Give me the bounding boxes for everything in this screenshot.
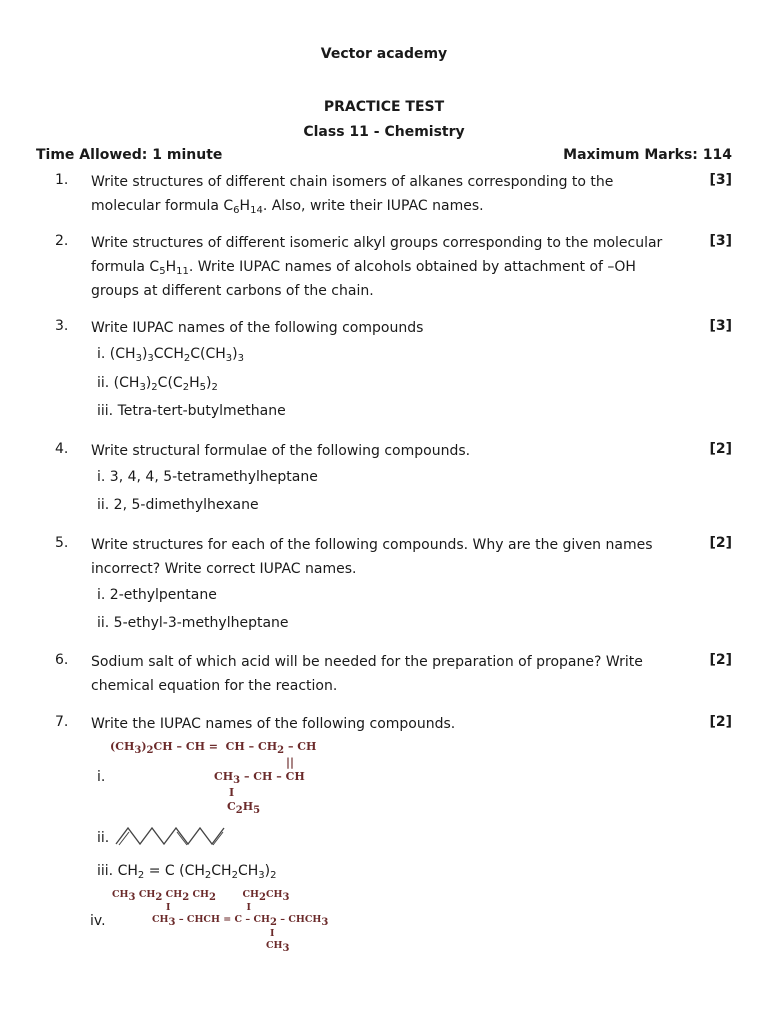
structure-image-i-bond: ||	[286, 756, 295, 769]
sub-item: ii. 5-ethyl-3-methylheptane	[97, 615, 289, 631]
academy-name: Vector academy	[320, 46, 448, 62]
question-number: 4.	[55, 441, 69, 457]
sub-item: iii. $CH_2 = C$ $(CH_2CH_2CH_3)_2$	[97, 863, 277, 881]
question-text-line: chemical equation for the reaction.	[91, 678, 338, 694]
question-text-line: Sodium salt of which acid will be needed for the preparation of propane? Write	[91, 654, 643, 670]
sub-item-label: i.	[97, 769, 106, 785]
time-allowed: Time Allowed: 1 minute	[36, 147, 223, 163]
structure-image-iv-row2: $CH_3$ – CHCH = C – $CH_2$ – $CHCH_3$	[152, 914, 329, 928]
question-text: Write structures of different isomeric alkyl groups corresponding to the molecular formula $C_5H_{11}$. Write IUPAC names of alcohols obtained by attachment of –OH groups at different carbons of the chain.	[91, 235, 663, 299]
structure-image-i-row2: $CH_3$ – CH – CH	[214, 770, 305, 786]
question-marks: [2]	[709, 714, 732, 730]
question-text	[91, 533, 691, 581]
question-number: 6.	[55, 652, 69, 668]
structure-image-i: $(CH_3)_2CH$ – CH = CH – $CH_2$ – CH	[110, 740, 317, 756]
sub-item: i. $(CH_3)_3CCH_2C(CH_3)_3$	[97, 346, 244, 364]
question-marks: [2]	[709, 652, 732, 668]
structure-image-iv-bonds: I I	[166, 902, 251, 913]
structure-image-iv-bond3: I	[270, 928, 275, 939]
question-number: 3.	[55, 318, 69, 334]
question-text-line: incorrect? Write correct IUPAC names.	[91, 561, 357, 577]
sub-item: ii. $(CH_3)_2C(C_2H_5)_2$	[97, 375, 218, 393]
question-text: Write IUPAC names of the following compounds	[91, 320, 424, 336]
sub-item: i. 2-ethylpentane	[97, 587, 217, 603]
question-number: 7.	[55, 714, 69, 730]
question-text: Write structural formulae of the following compounds.	[91, 443, 471, 459]
test-title: PRACTICE TEST	[323, 99, 445, 115]
question-marks: [3]	[709, 172, 732, 188]
question-number: 5.	[55, 535, 69, 551]
question-marks: [3]	[709, 233, 732, 249]
structure-image-iv-row3: $CH_3$	[266, 940, 290, 954]
question-number: 1.	[55, 172, 69, 188]
question-text	[91, 650, 691, 698]
structure-image-i-row3: $C_2H_5$	[227, 800, 261, 816]
question-marks: [3]	[709, 318, 732, 334]
question-text: Write structures of different chain isomers of alkanes corresponding to the molecular formula $C_6H_{14}$. Also, write their IUPAC names.	[91, 174, 614, 216]
sub-item-label: ii.	[97, 830, 110, 846]
sub-item: iii. Tetra-tert-butylmethane	[97, 403, 286, 419]
question-marks: [2]	[709, 535, 732, 551]
class-line: Class 11 - Chemistry	[303, 124, 465, 140]
sub-item: i. 3, 4, 4, 5-tetramethylheptane	[97, 469, 318, 485]
question-number: 2.	[55, 233, 69, 249]
sub-item-label: iv.	[90, 913, 106, 929]
maximum-marks: Maximum Marks: 114	[563, 147, 732, 163]
structure-image-iv-row1: $CH_3$ $CH_2$ $CH_2$ $CH_2$ $CH_2CH_3$	[112, 889, 290, 903]
question-text-line: Write structures for each of the following compounds. Why are the given names	[91, 537, 653, 553]
structure-image-i-bond2: I	[229, 786, 235, 799]
sub-item: ii. 2, 5-dimethylhexane	[97, 497, 259, 513]
zigzag-structure-ii	[114, 824, 226, 848]
question-text: Write the IUPAC names of the following compounds.	[91, 716, 456, 732]
question-marks: [2]	[709, 441, 732, 457]
